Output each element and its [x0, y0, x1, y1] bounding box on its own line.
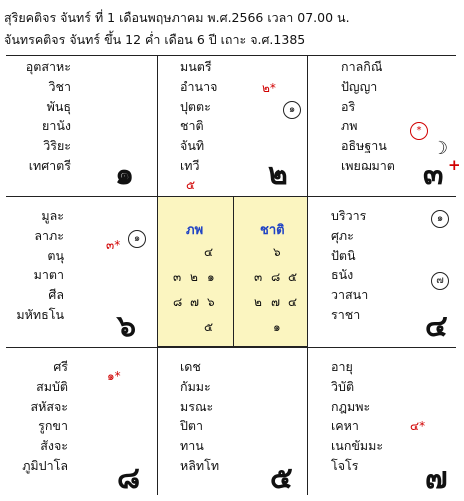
house-2-word: เทวี [180, 157, 200, 173]
house-2-planet-mark: ๒* [262, 81, 276, 95]
house-6-word: ลาภะ [34, 227, 64, 243]
house-1-word: ยานัง [42, 118, 71, 134]
house-5-word: มรณะ [180, 398, 214, 414]
house-8-word: ศรี [53, 359, 68, 374]
house-2-number: ๒ [268, 157, 288, 192]
center-right-number: ๖ [273, 245, 281, 259]
house-6-word: ศีล [48, 287, 64, 303]
house-5-number: ๕ [270, 461, 293, 496]
house-5-word: หลิทโท [180, 457, 220, 473]
house-2-word: ปุตตะ [180, 98, 211, 114]
house-2-word: อำนาจ [180, 78, 218, 94]
house-2-word: มนตรี [180, 59, 212, 74]
house-5-word: ทาน [180, 438, 204, 454]
house-1-word: วิริยะ [43, 138, 71, 154]
house-4-word: วาสนา [331, 287, 369, 303]
house-7-word: วิบัติ [331, 378, 355, 394]
house-6-word: ตนุ [47, 247, 64, 263]
center-left-number: ๑ [207, 270, 215, 284]
house-4-circled-number-1: ๑ [431, 210, 449, 228]
house-1-words [10, 57, 71, 176]
house-3-word: กาลกิณี [341, 59, 383, 74]
center-left-number: ๓ [173, 270, 182, 284]
house-4-word: ศุภะ [331, 227, 354, 243]
house-2-circled-number: ๑ [283, 101, 301, 119]
house-7-words [331, 357, 383, 476]
house-7-planet-mark: ๔* [410, 419, 426, 433]
house-8-word: รูกขา [38, 418, 68, 434]
house-7-word: อายุ [331, 359, 353, 374]
house-4-number: ๔ [425, 309, 448, 344]
center-right-number: ๕ [288, 270, 298, 284]
house-1-word: อุตสาหะ [25, 59, 71, 74]
house-5-words [180, 357, 219, 476]
house-1-word: พันธุ [46, 98, 71, 114]
header-line-1: สุริยคติจร จันทร์ ที่ 1 เดือนพฤษภาคม พ.ศ.2566 เวลา 07.00 น. [4, 10, 350, 25]
house-3-number: ๓ [423, 157, 444, 192]
house-3-word: ปัญญา [341, 78, 378, 94]
house-6-circled-number: ๑ [128, 230, 146, 248]
house-6-word: มหัทธโน [16, 306, 64, 322]
house-6-planet-mark: ๓* [106, 238, 121, 252]
house-3-word: ภพ [341, 118, 358, 134]
house-4-word: ธนัง [331, 267, 354, 283]
center-right-number: ๔ [288, 295, 298, 309]
house-7-number: ๗ [425, 461, 448, 496]
house-7-word: เคหา [331, 418, 359, 434]
house-3-plus-mark: + [448, 156, 461, 174]
center-right-number: ๓ [254, 270, 263, 284]
center-divider [233, 197, 234, 346]
house-4-circled-number-2: ๗ [431, 272, 449, 290]
house-2-word: จันทิ [180, 138, 205, 154]
house-5-word: เดช [180, 359, 201, 374]
center-right-number: ๗ [271, 295, 281, 309]
house-7-word: เนกขัมมะ [331, 438, 384, 454]
house-8-word: สังจะ [40, 438, 68, 454]
house-5-word: ปิตา [180, 418, 204, 434]
house-2-sub-mark: ๕ [186, 178, 196, 192]
center-right-number: ๒ [254, 295, 262, 309]
house-3-red-circle-icon: * [410, 122, 428, 140]
house-7-word: โจโร [331, 457, 359, 473]
center-left-title: ภพ [186, 223, 204, 238]
center-left-number: ๘ [173, 295, 183, 309]
moon-icon: ☽ [432, 138, 449, 159]
house-3-word: เพยฌมาต [341, 157, 395, 173]
house-6-word: มาตา [33, 267, 64, 283]
center-left-number: ๒ [190, 270, 198, 284]
house-4-words [331, 206, 368, 325]
center-right-number: ๘ [271, 270, 281, 284]
house-3-word: อธิษฐาน [341, 138, 387, 154]
house-3-words [341, 57, 395, 176]
house-2-words [180, 57, 217, 176]
center-left-number: ๔ [204, 245, 214, 259]
house-8-word: สมบัติ [36, 378, 68, 394]
house-6-words [10, 206, 64, 325]
header-line-2: จันทรคติจร จันทร์ ขึ้น 12 ค่ำ เดือน 6 ปี เถาะ จ.ศ.1385 [4, 32, 306, 47]
house-2-word: ชาติ [180, 118, 204, 134]
house-3-word: อริ [341, 98, 356, 114]
house-6-word: มูละ [41, 208, 64, 223]
grid-line-lower [6, 347, 456, 348]
house-4-word: ปัตนิ [331, 247, 356, 263]
center-left-number: ๕ [204, 320, 214, 334]
center-left-number: ๗ [190, 295, 200, 309]
center-left-number: ๖ [207, 295, 215, 309]
house-8-planet-mark: ๑* [107, 369, 121, 383]
house-8-words [10, 357, 68, 476]
house-7-word: กฎมพะ [331, 398, 371, 414]
house-1-word: วิชา [48, 78, 71, 94]
center-right-title: ชาติ [260, 223, 285, 238]
house-8-word: สหัสจะ [30, 398, 68, 414]
house-6-number: ๖ [117, 309, 137, 344]
house-8-number: ๘ [117, 461, 141, 496]
house-5-word: กัมมะ [180, 378, 211, 394]
center-right-number: ๑ [273, 320, 281, 334]
grid-line-top [6, 55, 456, 56]
house-1-word: เทศาตรี [28, 157, 71, 173]
house-4-word: ราชา [331, 306, 361, 322]
house-4-word: บริวาร [331, 208, 367, 223]
house-8-word: ภูมิปาโล [22, 457, 68, 473]
house-1-number: ๑ [115, 157, 135, 192]
